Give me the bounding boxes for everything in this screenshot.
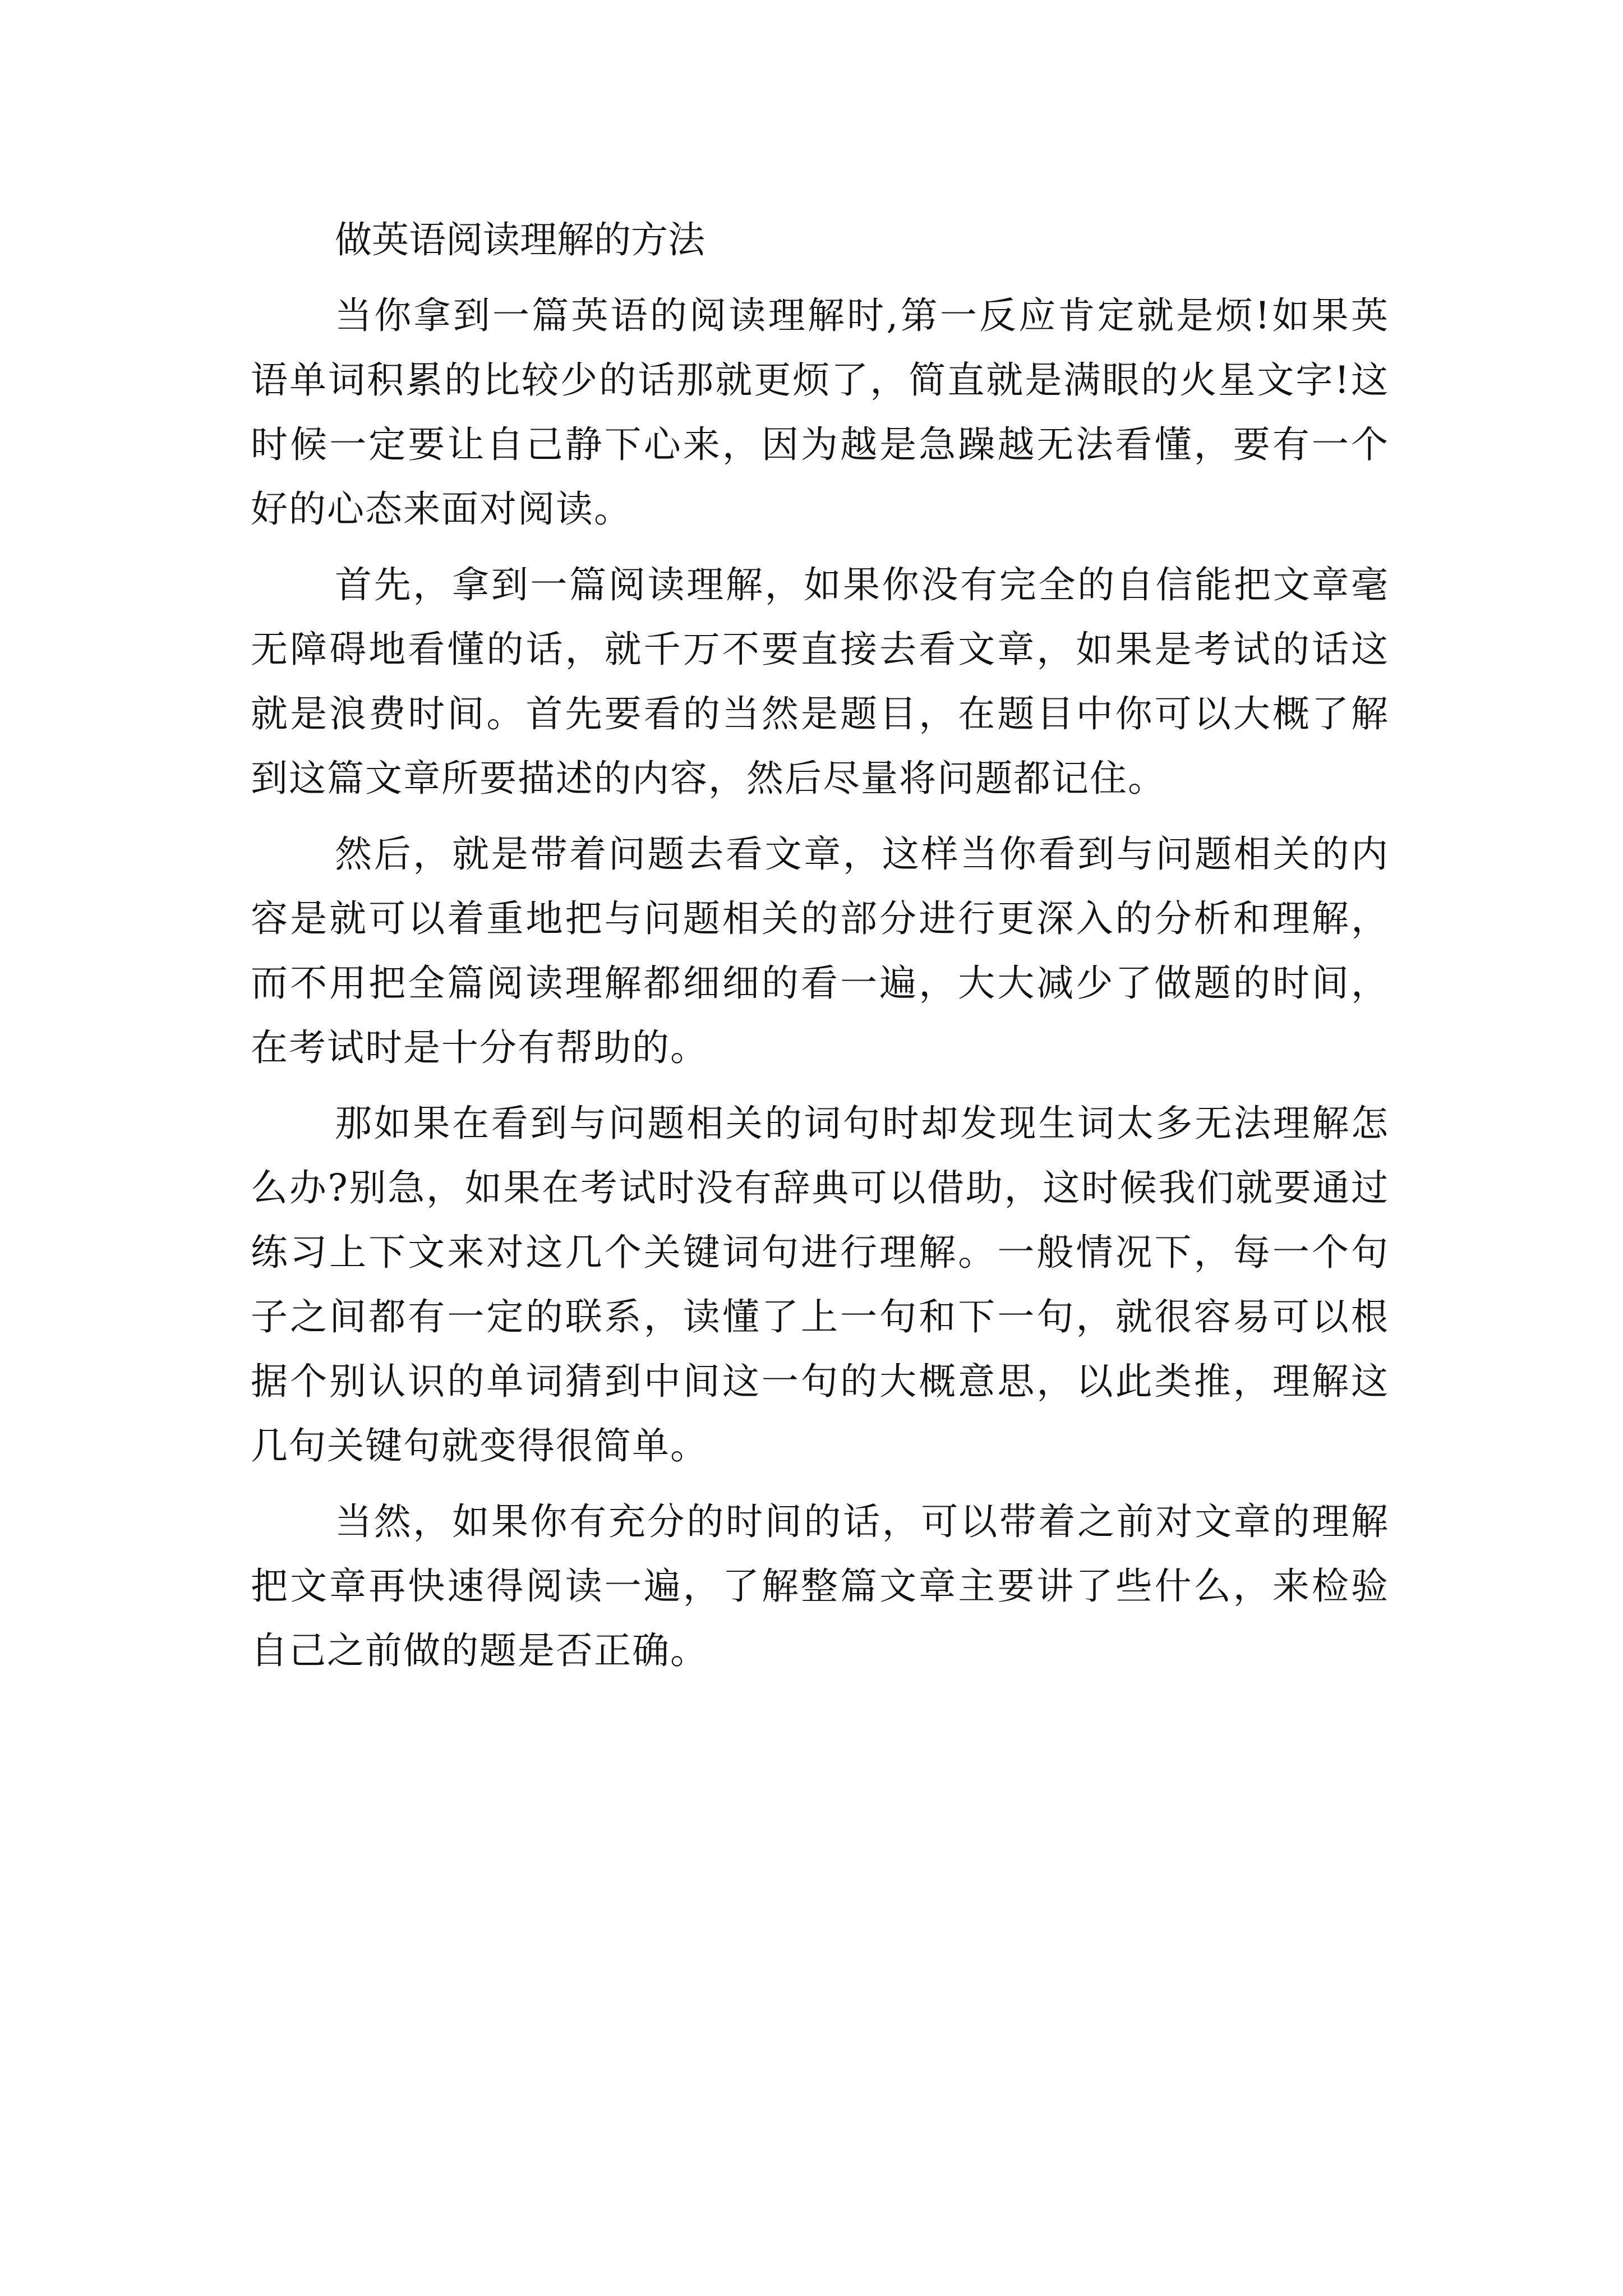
document-title: 做英语阅读理解的方法 bbox=[335, 218, 705, 261]
paragraph-2: 首先，拿到一篇阅读理解，如果你没有完全的自信能把文章毫无障碍地看懂的话，就千万不要直接去看文章，如果是考试的话这就是浪费时间。首先要看的当然是题目，在题目中你可以大概了解到这篇文章所要描述的内容，然后尽量将问题都记住。 bbox=[251, 563, 1389, 800]
paragraph-3: 然后，就是带着问题去看文章，这样当你看到与问题相关的内容是就可以着重地把与问题相关的部分进行更深入的分析和理解，而不用把全篇阅读理解都细细的看一遍，大大减少了做题的时间，在考试时是十分有帮助的。 bbox=[251, 832, 1389, 1069]
paragraph-1: 当你拿到一篇英语的阅读理解时,第一反应肯定就是烦!如果英语单词积累的比较少的话那就更烦了，简直就是满眼的火星文字!这时候一定要让自己静下心来，因为越是急躁越无法看懂，要有一个好的心态来面对阅读。 bbox=[251, 294, 1389, 531]
paragraph-5: 当然，如果你有充分的时间的话，可以带着之前对文章的理解把文章再快速得阅读一遍，了解整篇文章主要讲了些什么，来检验自己之前做的题是否正确。 bbox=[251, 1500, 1389, 1672]
document-body bbox=[251, 208, 1389, 1694]
paragraph-4: 那如果在看到与问题相关的词句时却发现生词太多无法理解怎么办?别急，如果在考试时没有辞典可以借助，这时候我们就要通过练习上下文来对这几个关键词句进行理解。一般情况下，每一个句子之间都有一定的联系，读懂了上一句和下一句，就很容易可以根据个别认识的单词猜到中间这一句的大概意思，以此类推，理解这几句关键句就变得很简单。 bbox=[251, 1102, 1389, 1467]
